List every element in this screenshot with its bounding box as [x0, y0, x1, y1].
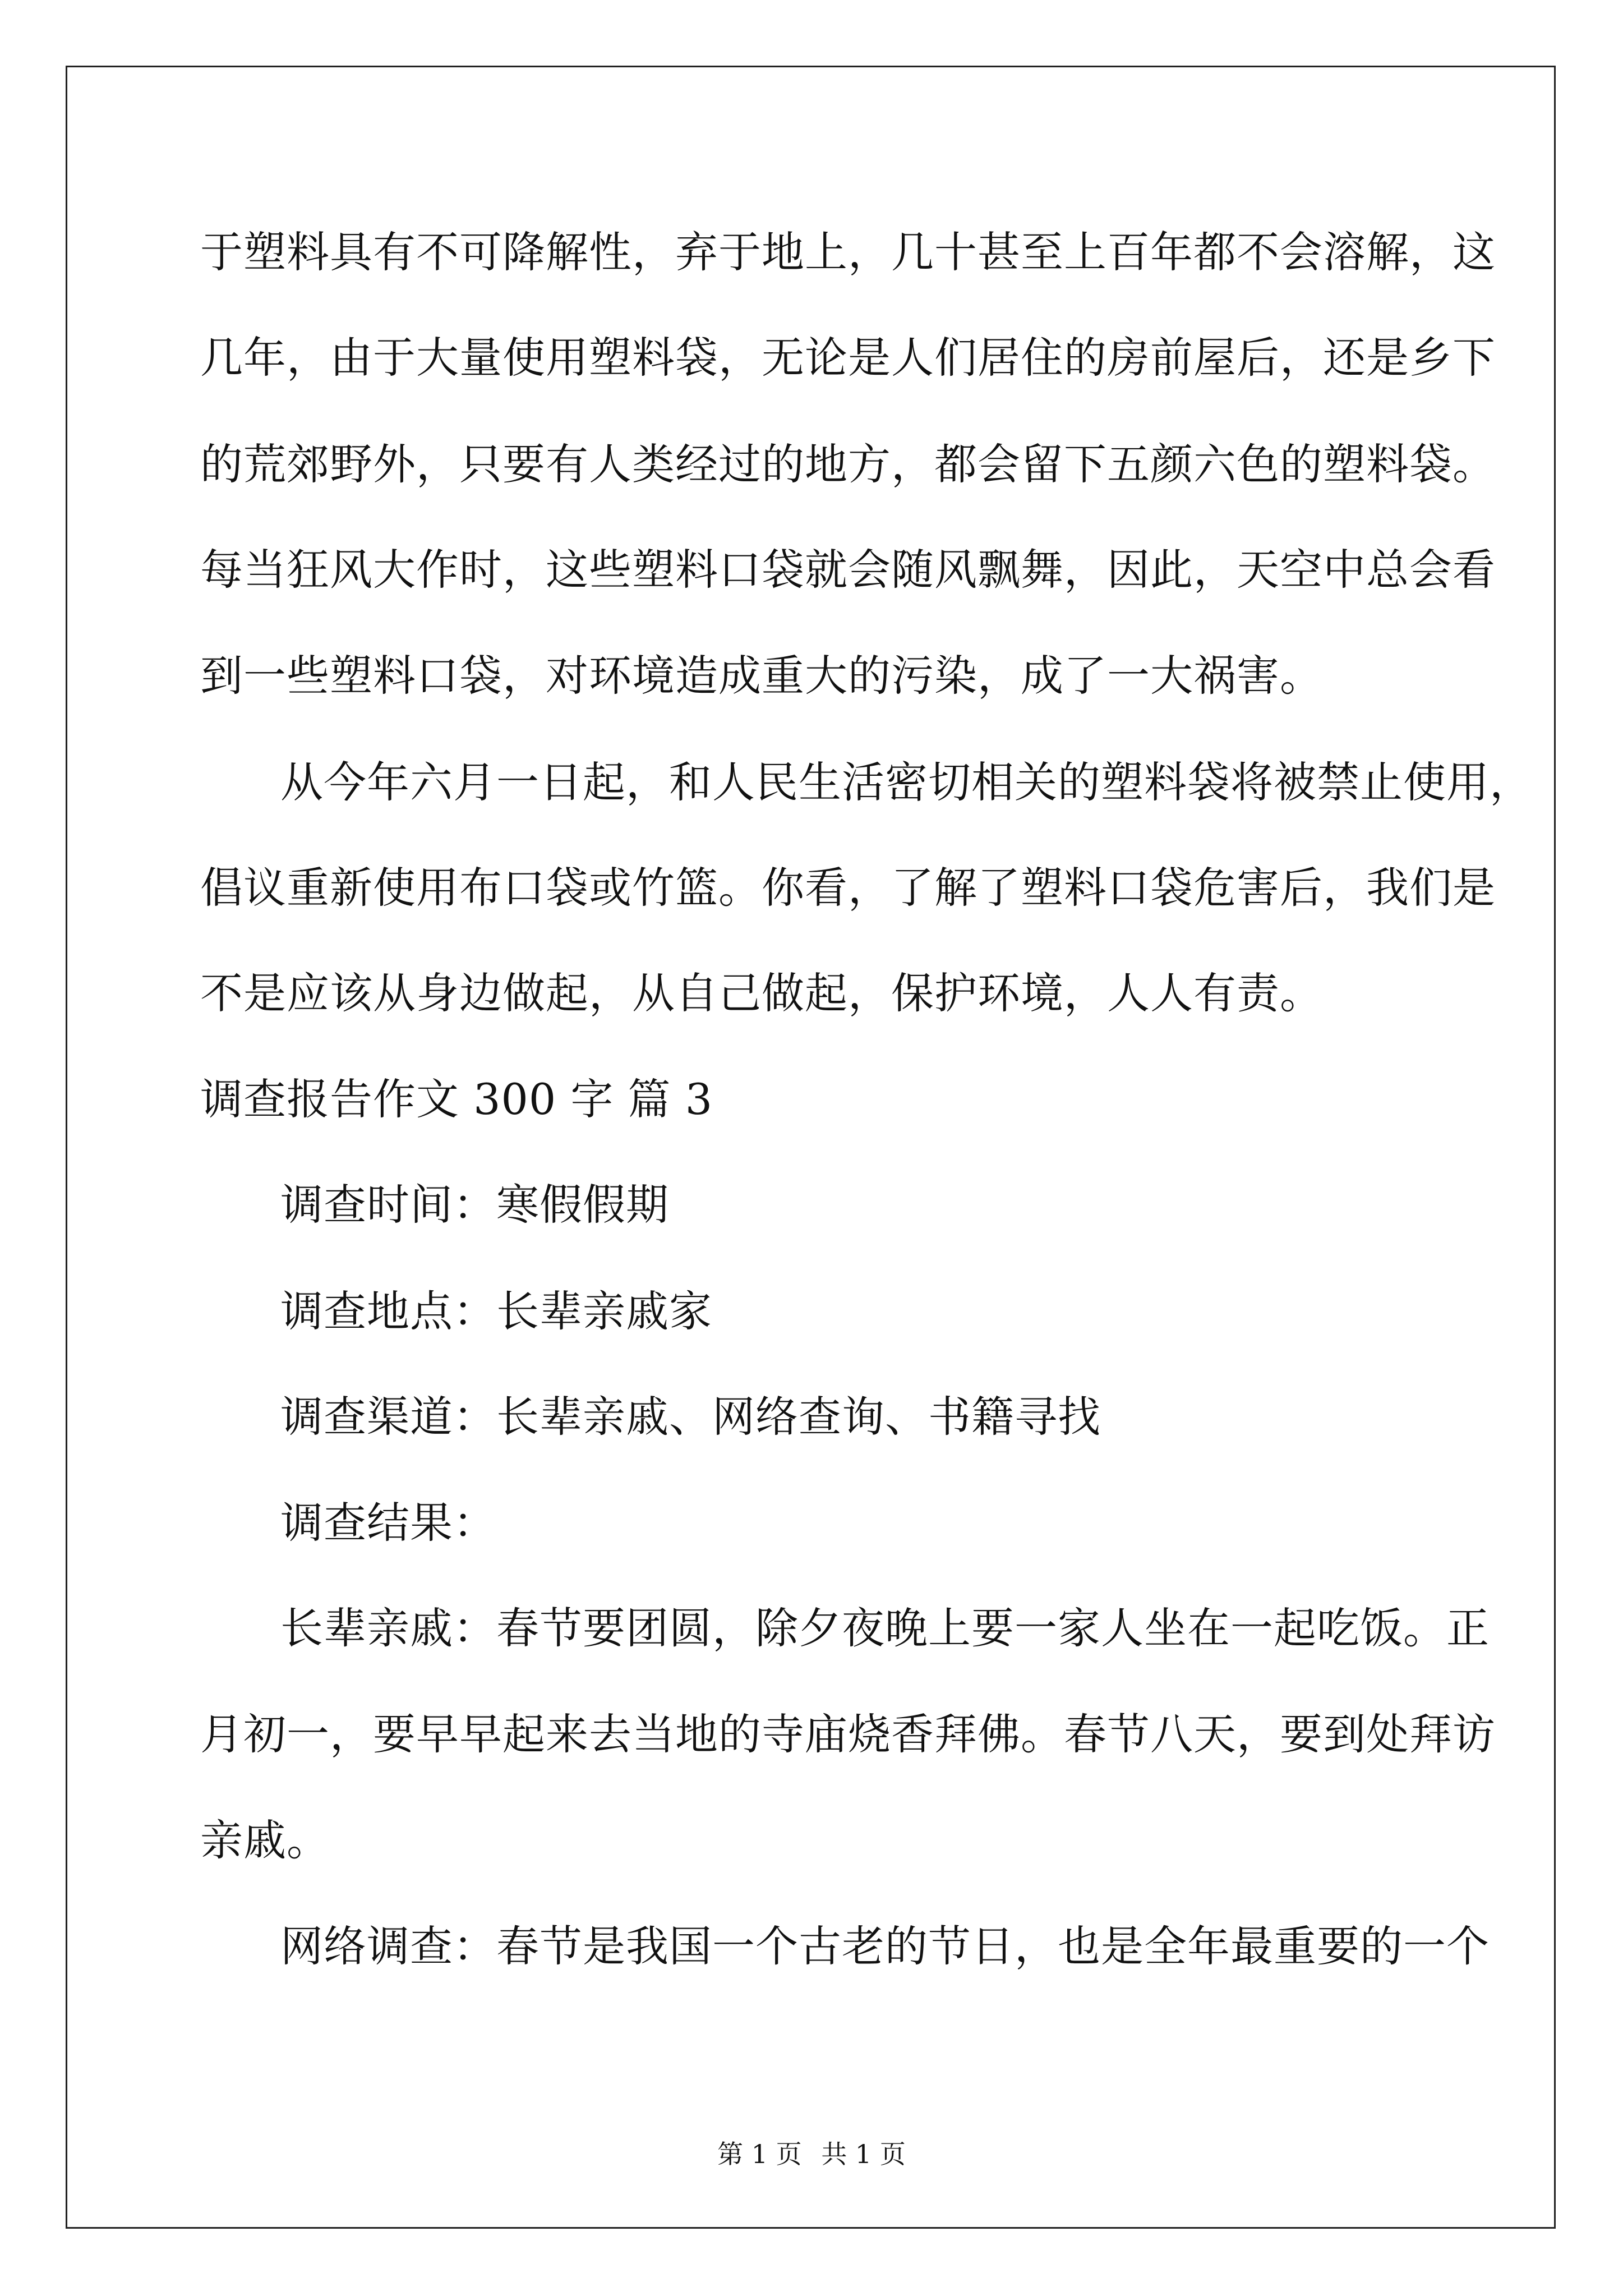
paragraph-line: 从今年六月一日起，和人民生活密切相关的塑料袋将被禁止使用，	[280, 757, 1533, 807]
paragraph-line: 亲戚。	[200, 1815, 330, 1865]
page-number-total: 共 1 页	[821, 2139, 906, 2169]
paragraph-line: 的荒郊野外，只要有人类经过的地方，都会留下五颜六色的塑料袋。	[200, 439, 1496, 489]
paragraph-line: 到一些塑料口袋，对环境造成重大的污染，成了一大祸害。	[200, 651, 1323, 701]
paragraph-line: 网络调查：春节是我国一个古老的节日，也是全年最重要的一个	[280, 1921, 1490, 1971]
paragraph-line: 不是应该从身边做起，从自己做起，保护环境，人人有责。	[200, 968, 1323, 1018]
paragraph-line: 调查地点：长辈亲戚家	[280, 1286, 712, 1336]
paragraph-line: 几年，由于大量使用塑料袋，无论是人们居住的房前屋后，还是乡下	[200, 333, 1496, 383]
paragraph-line: 月初一，要早早起来去当地的寺庙烧香拜佛。春节八天，要到处拜访	[200, 1709, 1496, 1759]
paragraph-line: 调查渠道：长辈亲戚、网络查询、书籍寻找	[280, 1392, 1101, 1442]
paragraph-line: 长辈亲戚：春节要团圆，除夕夜晚上要一家人坐在一起吃饭。正	[280, 1603, 1490, 1653]
paragraph-line: 倡议重新使用布口袋或竹篮。你看，了解了塑料口袋危害后，我们是	[200, 863, 1496, 913]
page-number-current: 第 1 页	[717, 2139, 802, 2169]
page-footer	[0, 2137, 1623, 2171]
page-border	[66, 66, 1556, 2229]
paragraph-line: 于塑料具有不可降解性，弃于地上，几十甚至上百年都不会溶解，这	[200, 227, 1496, 277]
paragraph-line: 调查结果：	[280, 1498, 496, 1548]
paragraph-line: 每当狂风大作时，这些塑料口袋就会随风飘舞，因此，天空中总会看	[200, 545, 1496, 595]
section-heading: 调查报告作文 300 字 篇 3	[200, 1074, 713, 1124]
paragraph-line: 调查时间：寒假假期	[280, 1180, 669, 1230]
